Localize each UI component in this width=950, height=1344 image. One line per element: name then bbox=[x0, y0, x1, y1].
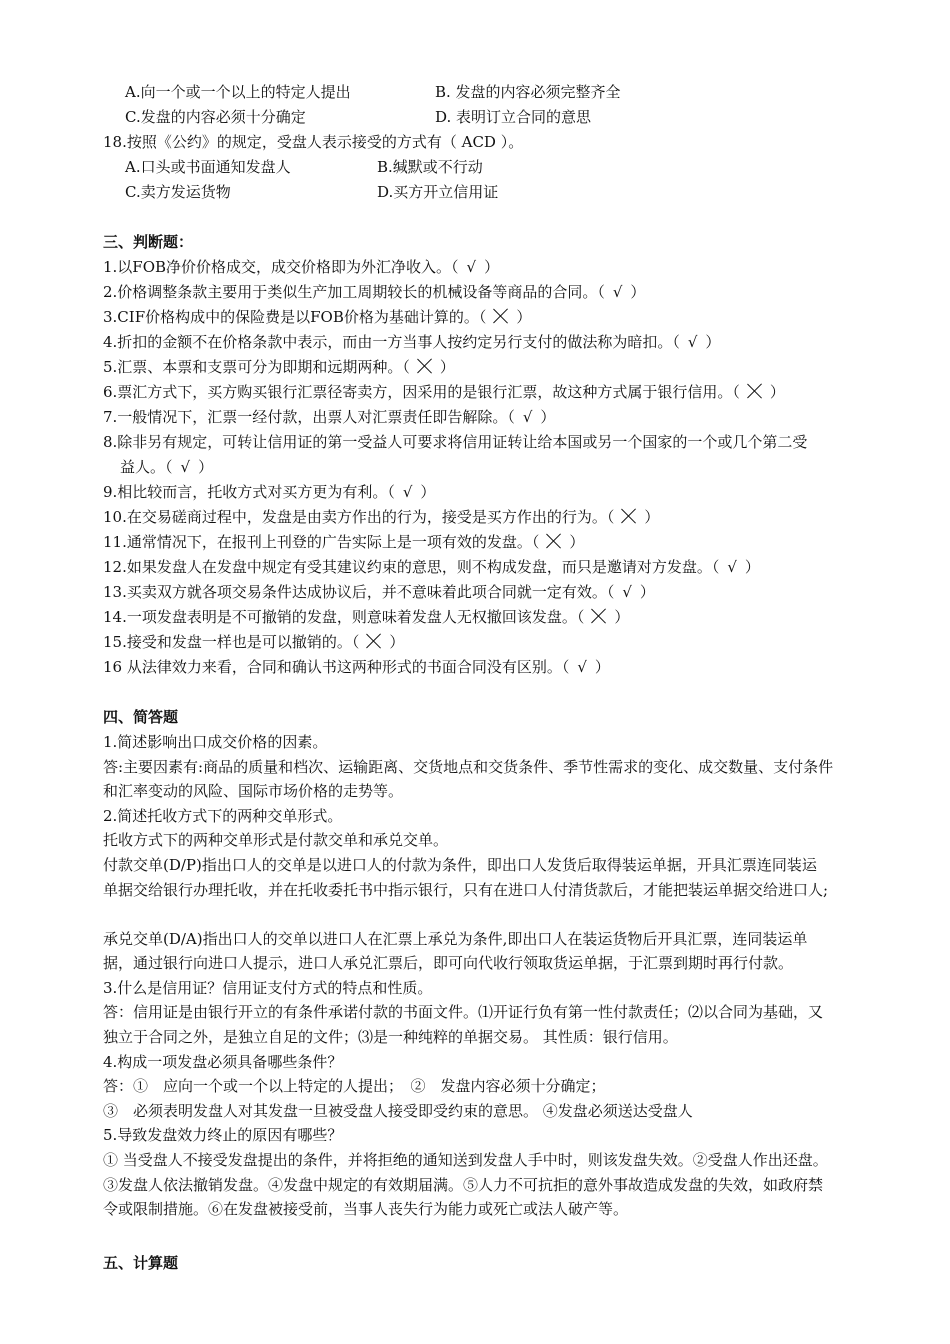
judgement-item bbox=[103, 530, 584, 555]
cross-mark-icon bbox=[590, 607, 608, 625]
short-answer-line: 承兑交单(D/A)指出口人的交单以进口人在汇票上承兑为条件,即出口人在装运货物后开具汇票，连同装运单 bbox=[103, 929, 808, 948]
q18-option-b: B.缄默或不行动 bbox=[377, 158, 483, 176]
q18-option-c: C.卖方发运货物 bbox=[125, 183, 231, 201]
judgement-close-paren: ） bbox=[639, 583, 655, 601]
judgement-item bbox=[103, 605, 629, 630]
check-mark: √ bbox=[687, 333, 698, 351]
judgement-item bbox=[103, 355, 455, 380]
short-answer-line: 2.简述托收方式下的两种交单形式。 bbox=[103, 806, 343, 825]
judgement-item bbox=[103, 430, 807, 455]
check-mark: √ bbox=[577, 658, 587, 676]
short-answer-line: ① 当受盘人不接受发盘提出的条件，并将拒绝的通知送到发盘人手中时，则该发盘失效。②受盘人作出还盘。 bbox=[103, 1151, 828, 1169]
judgement-close-paren: ） bbox=[769, 383, 785, 401]
judgement-close-paren: ） bbox=[594, 658, 610, 676]
judgement-close-paren: ） bbox=[439, 358, 455, 376]
cross-mark-icon bbox=[416, 357, 434, 375]
judgement-close-paren: ） bbox=[198, 458, 214, 476]
cross-mark-icon bbox=[620, 507, 638, 525]
judgement-text: 8.除非另有规定，可转让信用证的第一受益人可要求将信用证转让给本国或另一个国家的一个或几个第二受 bbox=[103, 433, 808, 451]
judgement-item bbox=[103, 280, 645, 305]
judgement-text: 益人。（ bbox=[120, 458, 173, 476]
judgement-close-paren: ） bbox=[420, 483, 436, 501]
short-answer-line: 据，通过银行向进口人提示，进口人承兑汇票后，即可向代收行领取货运单据，于汇票到期时再行付款。 bbox=[103, 954, 794, 973]
judgement-text: 2.价格调整条款主要用于类似生产加工周期较长的机械设备等商品的合同。（ bbox=[103, 283, 605, 301]
judgement-item bbox=[103, 580, 655, 605]
q17-option-c: C.发盘的内容必须十分确定 bbox=[125, 108, 306, 126]
short-answer-line: 3.什么是信用证？信用证支付方式的特点和性质。 bbox=[103, 978, 433, 997]
judgement-item bbox=[103, 405, 555, 430]
judgement-close-paren: ） bbox=[744, 558, 760, 576]
short-answer-line: ③ 必须表明发盘人对其发盘一旦被受盘人接受即受约束的意思。 ④发盘必须送达受盘人 bbox=[103, 1101, 693, 1120]
short-answer-line: 答：① 应向一个或一个以上特定的人提出； ② 发盘内容必须十分确定； bbox=[103, 1077, 606, 1096]
short-answer-line: 托收方式下的两种交单形式是付款交单和承兑交单。 bbox=[103, 831, 449, 850]
judgement-close-paren: ） bbox=[630, 283, 646, 301]
check-mark: √ bbox=[466, 258, 477, 276]
q18-option-d: D.买方开立信用证 bbox=[377, 183, 499, 201]
judgement-text: 11.通常情况下，在报刊上刊登的广告实际上是一项有效的发盘。（ bbox=[103, 533, 540, 551]
judgement-close-paren: ） bbox=[484, 258, 500, 276]
judgement-text: 10.在交易磋商过程中，发盘是由卖方作出的行为，接受是买方作出的行为。（ bbox=[103, 508, 615, 526]
cross-mark-icon bbox=[545, 532, 563, 550]
judgement-close-paren: ） bbox=[516, 308, 532, 326]
judgement-text: 1.以FOB净价价格成交，成交价格即为外汇净收入。（ bbox=[103, 258, 459, 276]
judgement-item bbox=[120, 455, 213, 480]
short-answer-line: 独立于合同之外，是独立自足的文件；⑶是一种纯粹的单据交易。 其性质：银行信用。 bbox=[103, 1028, 678, 1046]
short-answer-line: 1.简述影响出口成交价格的因素。 bbox=[103, 733, 328, 751]
judgement-item bbox=[103, 655, 610, 680]
judgement-close-paren: ） bbox=[614, 608, 630, 626]
q17-option-a: A.向一个或一个以上的特定人提出 bbox=[125, 83, 351, 101]
judgement-item bbox=[103, 480, 435, 505]
judgement-close-paren: ） bbox=[569, 533, 585, 551]
cross-mark-icon bbox=[492, 307, 510, 325]
check-mark: √ bbox=[727, 558, 737, 576]
section-heading-calculation: 五、计算题 bbox=[103, 1254, 179, 1272]
judgement-item bbox=[103, 255, 499, 280]
judgement-item bbox=[103, 380, 785, 405]
short-answer-line: 答：信用证是由银行开立的有条件承诺付款的书面文件。⑴开证行负有第一性付款责任；⑵以合同为基础，又 bbox=[103, 1003, 824, 1022]
judgement-text: 14.一项发盘表明是不可撤销的发盘，则意味着发盘人无权撤回该发盘。（ bbox=[103, 608, 585, 626]
judgement-item bbox=[103, 305, 531, 330]
judgement-close-paren: ） bbox=[644, 508, 660, 526]
short-answer-line: 答:主要因素有:商品的质量和档次、运输距离、交货地点和交货条件、季节性需求的变化、成交数量、支付条件 bbox=[103, 757, 834, 776]
cross-mark-icon bbox=[746, 382, 764, 400]
judgement-item bbox=[103, 630, 404, 655]
section-heading-short-answer: 四、简答题 bbox=[103, 708, 179, 726]
check-mark: √ bbox=[612, 283, 623, 301]
check-mark: √ bbox=[402, 483, 413, 501]
q18-stem: 18.按照《公约》的规定，受盘人表示接受的方式有（ ACD ）。 bbox=[103, 133, 524, 151]
judgement-item bbox=[103, 505, 659, 530]
short-answer-line: ③发盘人依法撤销发盘。④发盘中规定的有效期届满。⑤人力不可抗拒的意外事故造成发盘的失效，如政府禁 bbox=[103, 1175, 824, 1194]
short-answer-line: 付款交单(D/P)指出口人的交单是以进口人的付款为条件，即出口人发货后取得装运单据，开具汇票连同装运 bbox=[103, 856, 817, 874]
q17-option-b: B. 发盘的内容必须完整齐全 bbox=[435, 83, 621, 101]
cross-mark-icon bbox=[365, 632, 383, 650]
short-answer-line: 令或限制措施。⑥在发盘被接受前，当事人丧失行为能力或死亡或法人破产等。 bbox=[103, 1200, 629, 1219]
judgement-item bbox=[103, 555, 760, 580]
judgement-close-paren: ） bbox=[705, 333, 721, 351]
judgement-text: 15.接受和发盘一样也是可以撤销的。（ bbox=[103, 633, 360, 651]
judgement-close-paren: ） bbox=[540, 408, 556, 426]
judgement-text: 13.买卖双方就各项交易条件达成协议后，并不意味着此项合同就一定有效。（ bbox=[103, 583, 615, 601]
short-answer-line: 单据交给银行办理托收，并在托收委托书中指示银行，只有在进口人付清货款后，才能把装运单据交给进口人; bbox=[103, 880, 829, 899]
q18-option-a: A.口头或书面通知发盘人 bbox=[125, 158, 291, 176]
check-mark: √ bbox=[180, 458, 191, 476]
judgement-text: 5.汇票、本票和支票可分为即期和远期两种。（ bbox=[103, 358, 410, 376]
check-mark: √ bbox=[522, 408, 533, 426]
judgement-text: 16 从法律效力来看，合同和确认书这两种形式的书面合同没有区别。（ bbox=[103, 658, 570, 676]
judgement-text: 3.CIF价格构成中的保险费是以FOB价格为基础计算的。（ bbox=[103, 308, 487, 326]
q17-option-d: D. 表明订立合同的意思 bbox=[435, 108, 592, 126]
judgement-text: 9.相比较而言，托收方式对买方更为有利。（ bbox=[103, 483, 395, 501]
judgement-text: 7.一般情况下，汇票一经付款，出票人对汇票责任即告解除。（ bbox=[103, 408, 515, 426]
judgement-close-paren: ） bbox=[389, 633, 405, 651]
short-answer-line: 5.导致发盘效力终止的原因有哪些？ bbox=[103, 1126, 343, 1145]
judgement-item bbox=[103, 330, 720, 355]
short-answer-line: 和汇率变动的风险、国际市场价格的走势等。 bbox=[103, 782, 404, 801]
short-answer-line: 4.构成一项发盘必须具备哪些条件？ bbox=[103, 1052, 343, 1071]
judgement-text: 6.票汇方式下，买方购买银行汇票径寄卖方，因采用的是银行汇票，故这种方式属于银行信用。（ bbox=[103, 383, 740, 401]
judgement-text: 4.折扣的金额不在价格条款中表示，而由一方当事人按约定另行支付的做法称为暗扣。（ bbox=[103, 333, 680, 351]
section-heading-judgement: 三、判断题： bbox=[103, 233, 194, 251]
judgement-text: 12.如果发盘人在发盘中规定有受其建议约束的意思，则不构成发盘，而只是邀请对方发盘。（ bbox=[103, 558, 720, 576]
check-mark: √ bbox=[622, 583, 632, 601]
